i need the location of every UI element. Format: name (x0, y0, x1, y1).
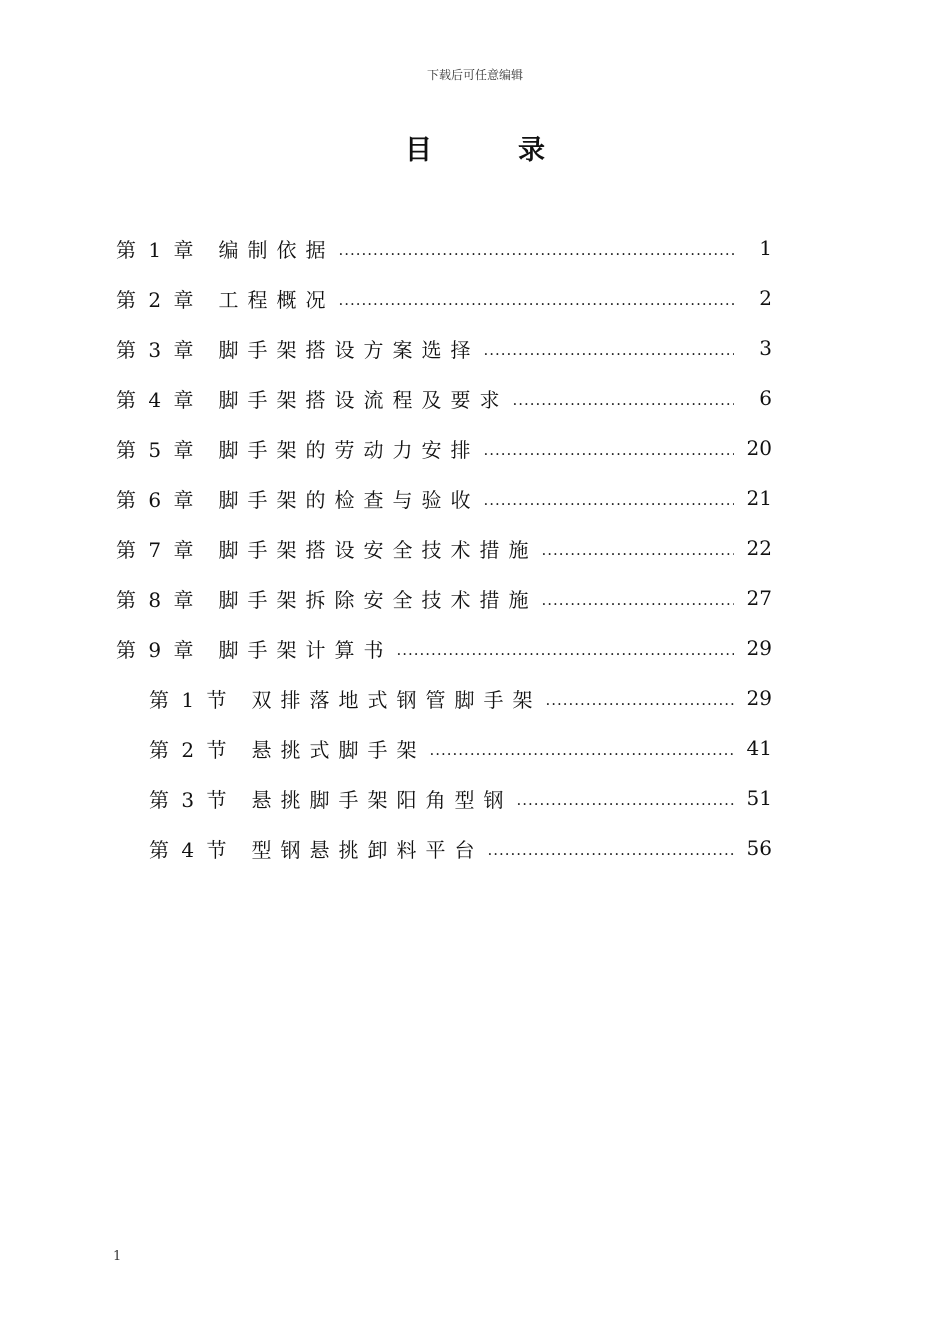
toc-entry-number: 第 3 节 (149, 787, 230, 812)
page-number: 1 (113, 1249, 122, 1264)
toc-entry-label: 脚手架拆除安全技术措施 (218, 587, 538, 612)
toc-entry-chapter-1[interactable] (116, 230, 772, 266)
toc-entry-section-4[interactable] (149, 830, 772, 866)
toc-entry-chapter-5[interactable] (116, 430, 772, 466)
toc-entry-page: 1 (759, 236, 772, 260)
toc-entry-label: 脚手架搭设方案选择 (218, 337, 480, 362)
toc-leader-dots (483, 437, 734, 459)
toc-leader-dots (483, 487, 734, 509)
toc-entry-label: 编制依据 (218, 237, 335, 262)
toc-entry-label: 脚手架的劳动力安排 (218, 437, 480, 462)
toc-entry-chapter-3[interactable] (116, 330, 772, 366)
toc-entry-page: 29 (746, 636, 772, 660)
toc-leader-dots (338, 287, 734, 309)
toc-entry-label: 悬挑脚手架阳角型钢 (251, 787, 513, 812)
toc-entry-chapter-4[interactable] (116, 380, 772, 416)
toc-leader-dots (541, 537, 734, 559)
toc-entry-label: 脚手架的检查与验收 (218, 487, 480, 512)
toc-entry-page: 56 (746, 836, 772, 860)
toc-entry-number: 第 5 章 (116, 437, 197, 462)
toc-entry-page: 41 (746, 736, 772, 760)
toc-leader-dots (545, 687, 734, 709)
toc-entry-label: 工程概况 (218, 287, 335, 312)
toc-entry-section-1[interactable] (149, 680, 772, 716)
toc-entry-section-2[interactable] (149, 730, 772, 766)
toc-leader-dots (338, 237, 734, 259)
toc-entry-chapter-7[interactable] (116, 530, 772, 566)
toc-entry-page: 21 (746, 486, 772, 510)
toc-entry-number: 第 1 章 (116, 237, 197, 262)
toc-leader-dots (541, 587, 734, 609)
toc-entry-page: 27 (746, 586, 772, 610)
toc-leader-dots (512, 387, 734, 409)
toc-leader-dots (516, 787, 734, 809)
toc-entry-number: 第 4 章 (116, 387, 197, 412)
toc-entry-page: 2 (759, 286, 772, 310)
toc-leader-dots (483, 337, 734, 359)
toc-entry-page: 51 (746, 786, 772, 810)
toc-entry-label: 脚手架搭设流程及要求 (218, 387, 509, 412)
toc-entry-page: 6 (759, 386, 772, 410)
toc-entry-number: 第 2 节 (149, 737, 230, 762)
toc-entry-number: 第 4 节 (149, 837, 230, 862)
toc-entry-label: 型钢悬挑卸料平台 (251, 837, 484, 862)
toc-entry-chapter-2[interactable] (116, 280, 772, 316)
toc-entry-number: 第 1 节 (149, 687, 230, 712)
page-header-note: 下载后可任意编辑 (426, 68, 523, 82)
toc-entry-chapter-9[interactable] (116, 630, 772, 666)
toc-entry-label: 脚手架搭设安全技术措施 (218, 537, 538, 562)
toc-entry-page: 20 (746, 436, 772, 460)
toc-leader-dots (487, 837, 734, 859)
toc-entry-number: 第 6 章 (116, 487, 197, 512)
toc-leader-dots (429, 737, 734, 759)
toc-title: 目录 (405, 135, 631, 166)
toc-entry-page: 29 (746, 686, 772, 710)
toc-leader-dots (396, 637, 734, 659)
toc-entry-label: 脚手架计算书 (218, 637, 393, 662)
toc-entry-number: 第 7 章 (116, 537, 197, 562)
toc-entry-label: 悬挑式脚手架 (251, 737, 426, 762)
toc-entry-chapter-8[interactable] (116, 580, 772, 616)
toc-entry-number: 第 9 章 (116, 637, 197, 662)
toc-entry-section-3[interactable] (149, 780, 772, 816)
toc-entry-number: 第 8 章 (116, 587, 197, 612)
toc-entry-page: 3 (759, 336, 772, 360)
toc-entry-label: 双排落地式钢管脚手架 (251, 687, 542, 712)
toc-entry-chapter-6[interactable] (116, 480, 772, 516)
toc-entry-number: 第 3 章 (116, 337, 197, 362)
toc-entry-number: 第 2 章 (116, 287, 197, 312)
toc-entry-page: 22 (746, 536, 772, 560)
